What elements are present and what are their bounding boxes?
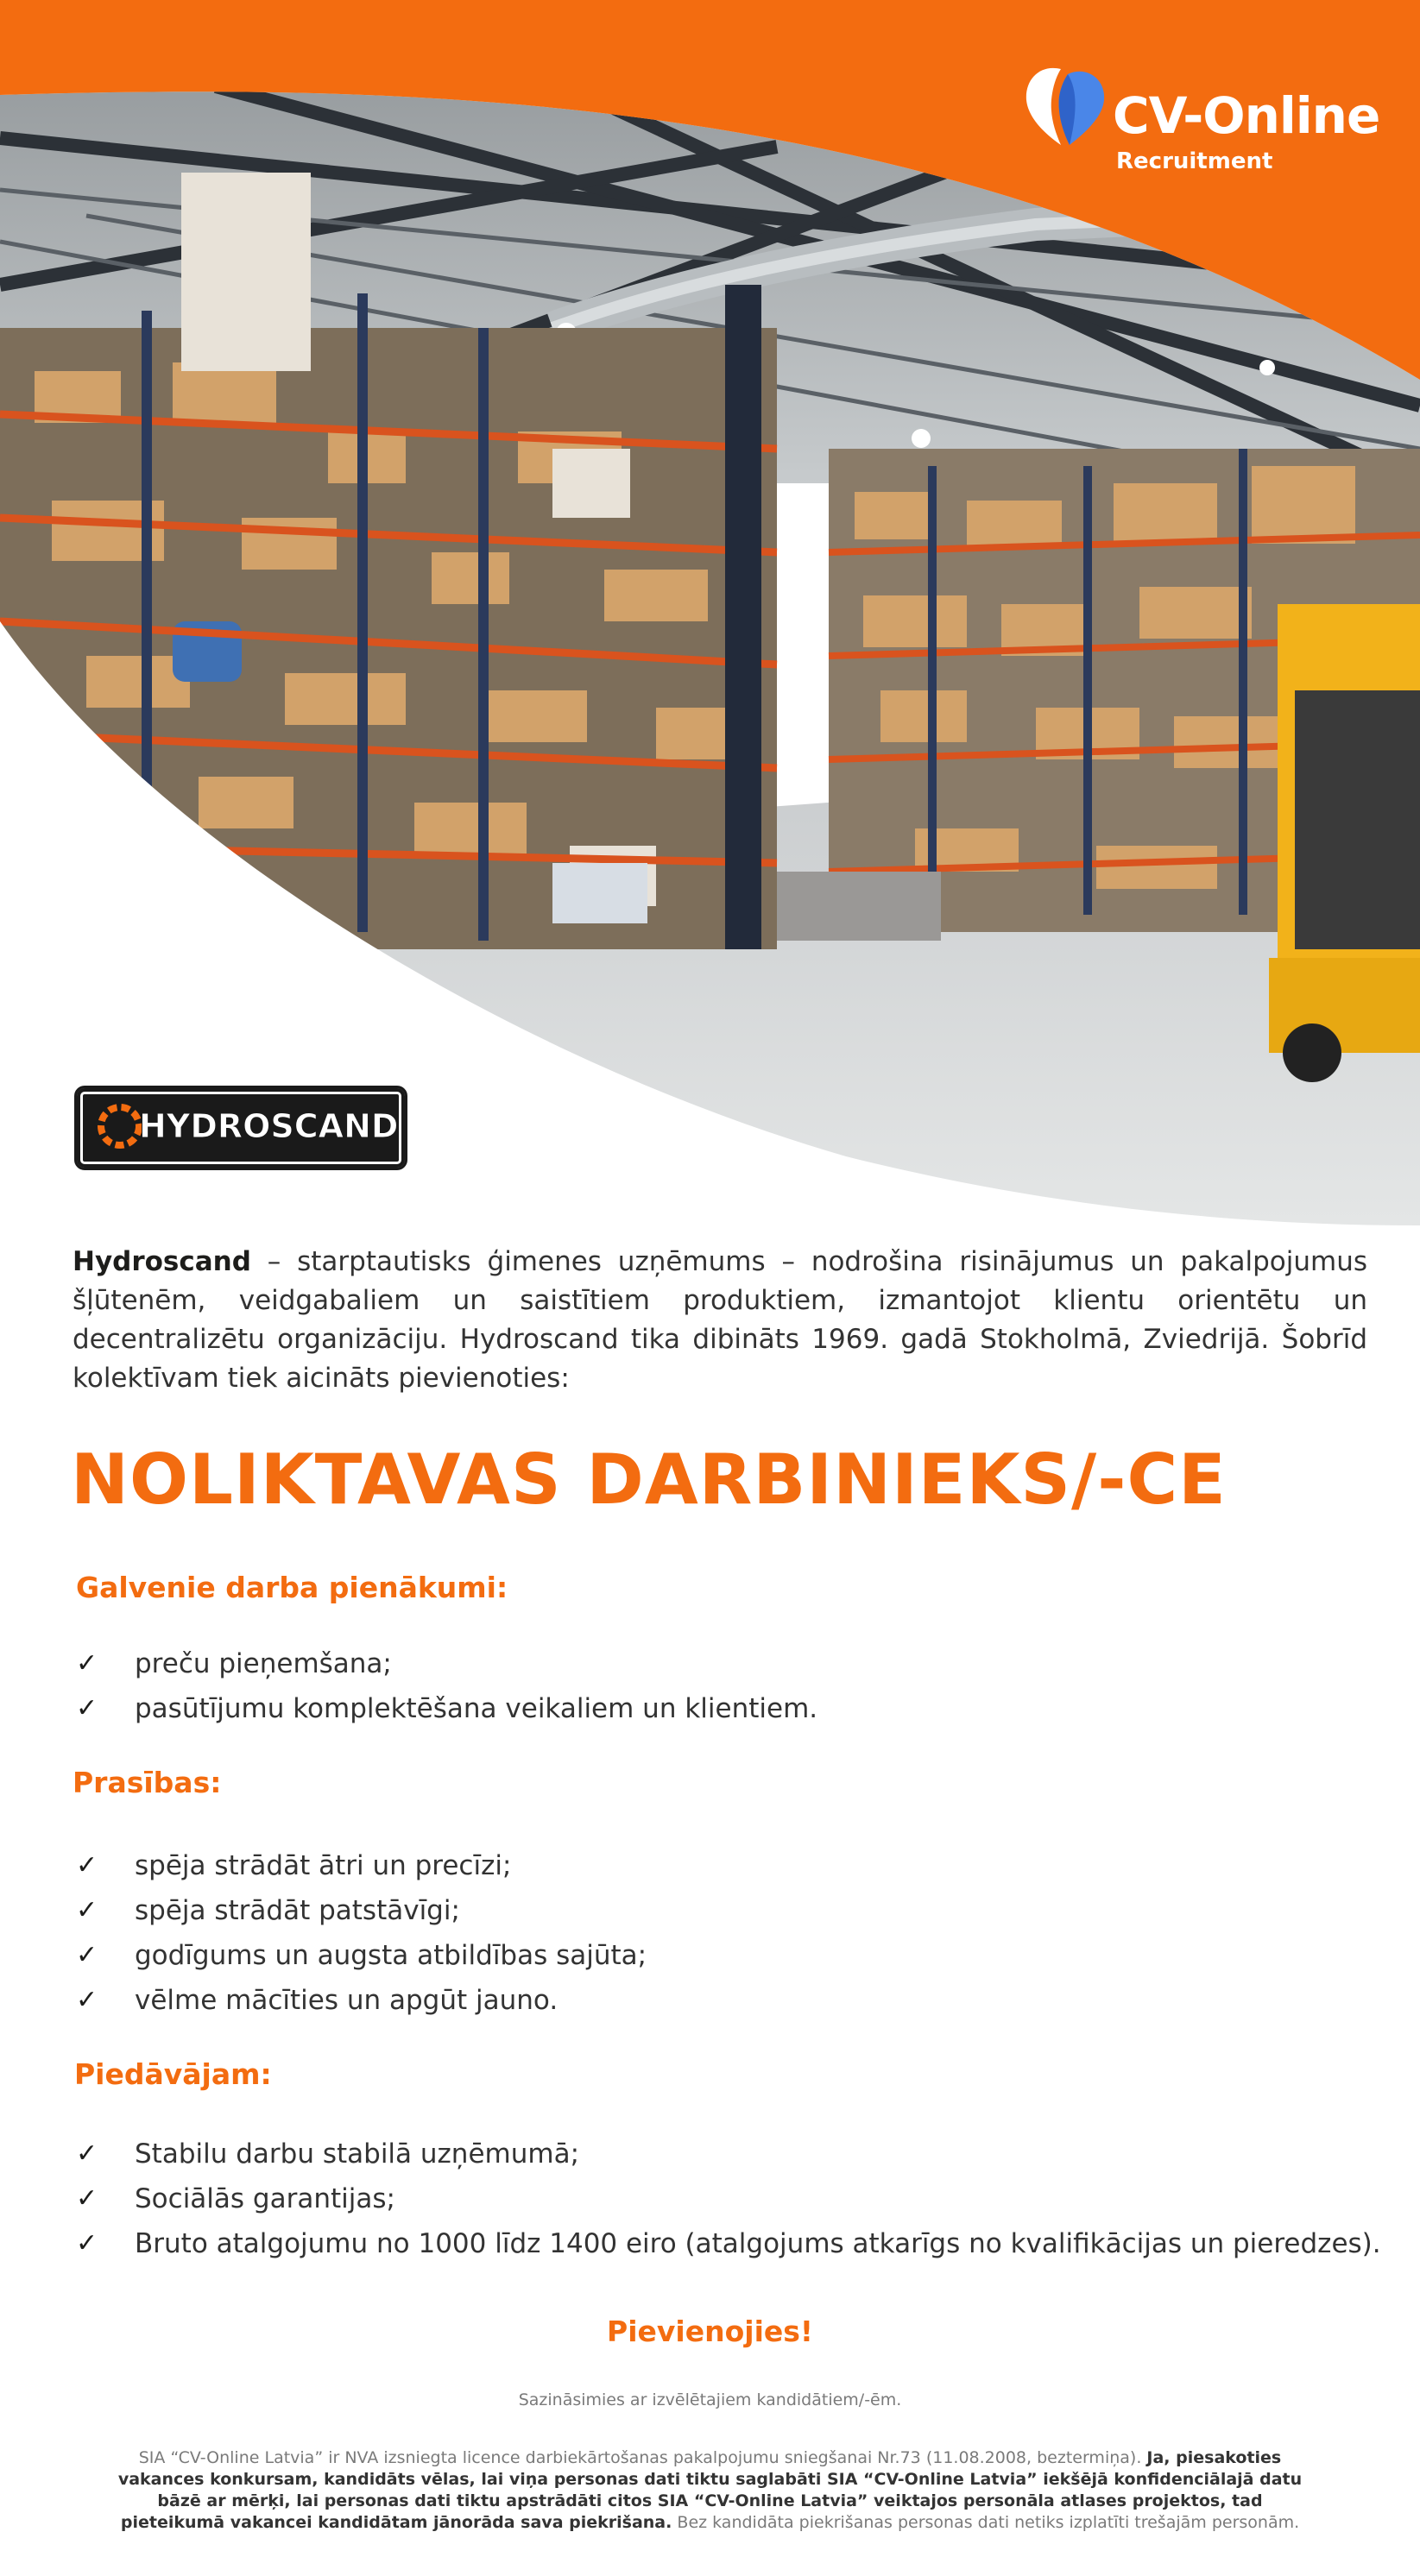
cv-online-logo: [1023, 62, 1385, 183]
brand-name: CV-Online: [1113, 86, 1380, 145]
legal-notice: [112, 2447, 1308, 2534]
hydroscand-ring-icon: [96, 1102, 144, 1150]
check-icon: ✓: [76, 2228, 98, 2258]
check-icon: ✓: [76, 1648, 98, 1678]
duties-heading: Galvenie darba pienākumi:: [76, 1571, 508, 1604]
legal-consent: Ja, piesakoties vakances konkursam, kandidāts vēlas, lai viņa personas dati tiktu saglabāti SIA “CV-Online Latvia” iekšējā konfidenciālajā datu bāzē ar mērķi, lai personas dati tiktu apstrādāti citos SIA “CV-Online Latvia” veiktajos personāla atlases projektos, tad pieteikumā vakancei kandidātam jānorāda sava piekrišana.: [117, 2448, 1303, 2532]
cv-online-heart-icon: [1023, 62, 1109, 148]
check-icon: ✓: [76, 1850, 98, 1880]
brand-subtitle: Recruitment: [1116, 148, 1273, 174]
job-title: NOLIKTAVAS DARBINIEKS/-CE: [71, 1439, 1227, 1520]
check-icon: ✓: [76, 2138, 98, 2169]
company-intro: [73, 1243, 1367, 1398]
join-call-to-action: Pievienojies!: [607, 2315, 813, 2348]
intro-text: – starptautisks ģimenes uzņēmums – nodrošina risinājumus un pakalpojumus šļūtenēm, veidgabaliem un saistītiem produktiem, izmantojot klientu orientētu un decentralizētu organizāciju. Hydroscand tika dibināts 1969. gadā Stokholmā, Zviedrijā. Šobrīd kolektīvam tiek aicināts pievienoties:: [73, 1246, 1367, 1394]
company-name: Hydroscand: [73, 1246, 251, 1277]
warehouse-hero-image: [0, 0, 1420, 1225]
legal-license: SIA “CV-Online Latvia” ir NVA izsniegta licence darbiekārtošanas pakalpojumu sniegšanai Nr.73 (11.08.2008, beztermiņa).: [138, 2448, 1142, 2467]
check-icon: ✓: [76, 1693, 98, 1723]
check-icon: ✓: [76, 2183, 98, 2214]
legal-privacy: Bez kandidāta piekrišanas personas dati netiks izplatīti trešajām personām.: [677, 2513, 1300, 2532]
requirements-heading: Prasības:: [73, 1766, 222, 1799]
check-icon: ✓: [76, 1895, 98, 1925]
check-icon: ✓: [76, 1985, 98, 2015]
hydroscand-logo: [74, 1086, 407, 1170]
offer-heading: Piedāvājam:: [74, 2057, 272, 2091]
hydroscand-logo-text: HYDROSCAND: [139, 1107, 399, 1145]
check-icon: ✓: [76, 1940, 98, 1970]
contact-note: Sazināsimies ar izvēlētajiem kandidātiem/-ēm.: [518, 2390, 902, 2409]
